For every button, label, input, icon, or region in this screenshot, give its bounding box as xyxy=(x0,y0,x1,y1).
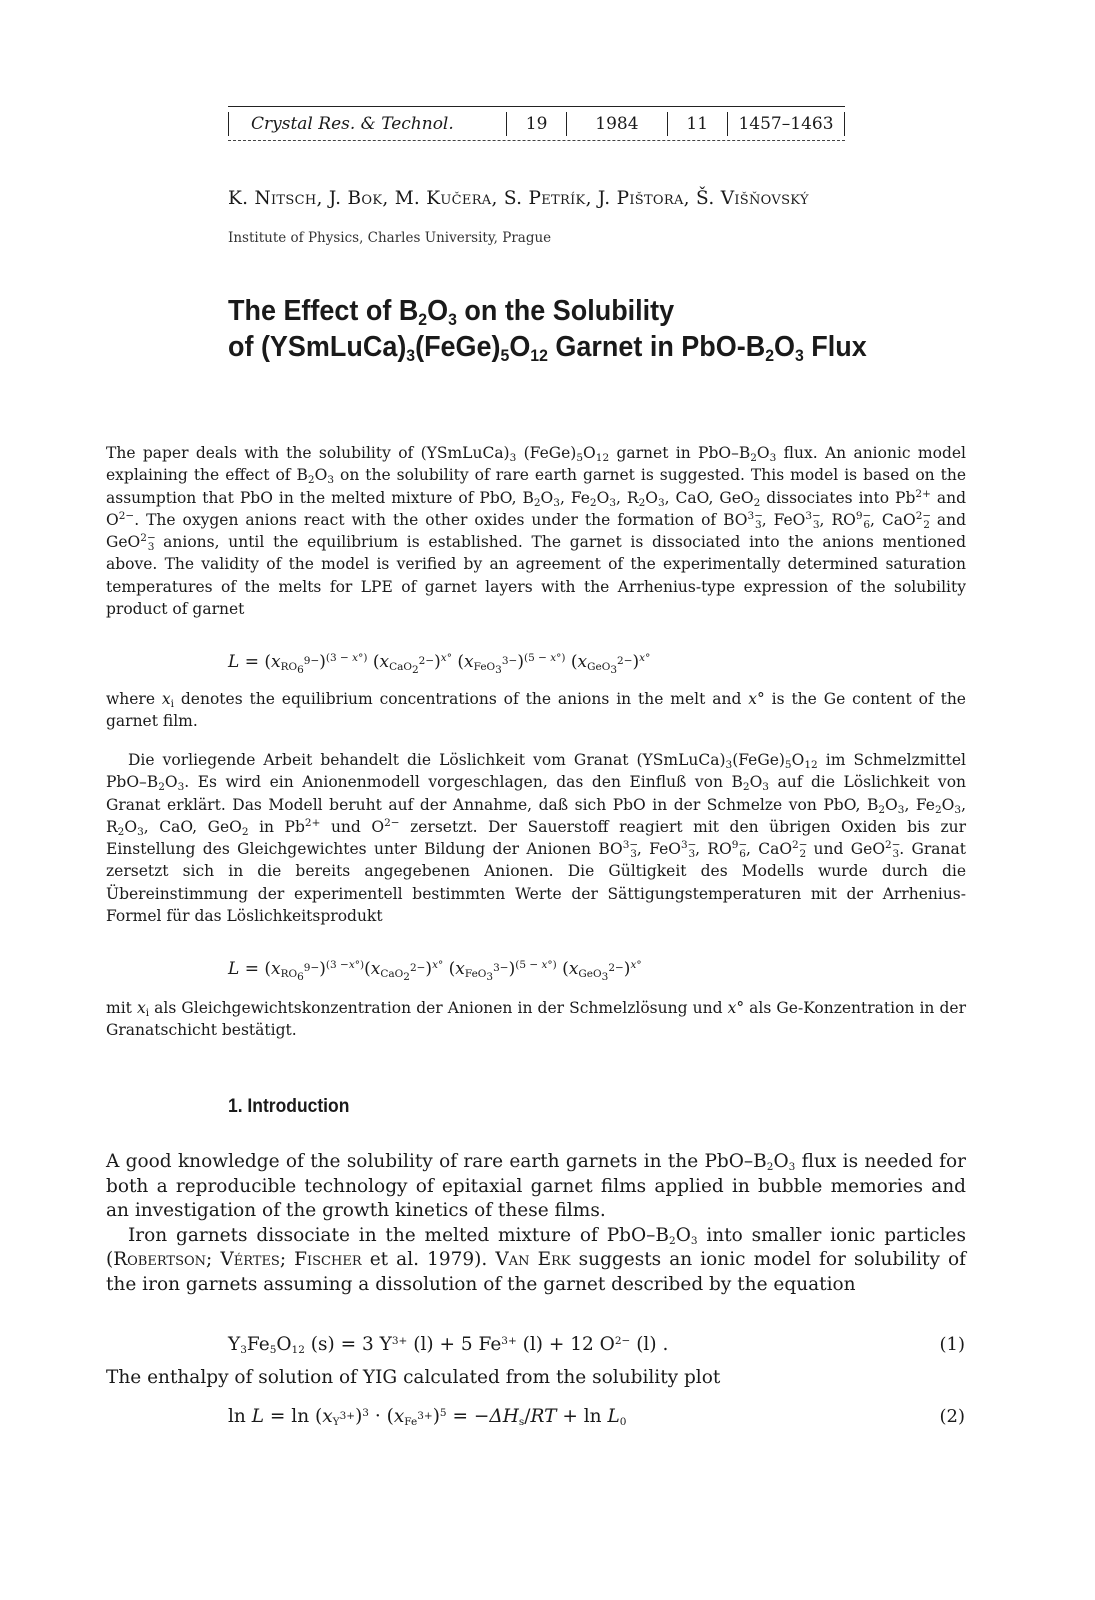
intro-paragraph-3 xyxy=(106,1366,966,1391)
abstract-german xyxy=(106,749,966,927)
abstract-english-end xyxy=(106,688,966,733)
intro-paragraph-2: Iron garnets dissociate in the melted mixture of PbO–$B_2O_3$ into smaller ionic particles (Robertson; Vértes; Fischer et al. 1979). Van Erk suggests an ionic model for solubility of the iron garnets assuming a dissolution of the garnet described by the equation xyxy=(106,1224,966,1295)
journal-pages: 1457–1463 xyxy=(727,112,845,136)
abstract-german-text: Die vorliegende Arbeit behandelt die Löslichkeit vom Granat $(YSmLuCa)_3(FeGe)_5O_{12}$ im Schmelzmittel PbO–$B_2O_3$. Es wird ein Anionenmodell vorgeschlagen, das den Einfluß von $B_2O_3$ auf die Löslichkeit von Granat erklärt. Das Modell beruht auf der Annahme, daß sich PbO in der Schmelze von PbO, $B_2O_3$, $Fe_2O_3$, $R_2O_3$, CaO, GeO$_2$ in $Pb^{2+}$ und $O^{2-}$ zersetzt. Der Sauerstoff reagiert mit den übrigen Oxiden bis zur Einstellung des Gleichgewichtes unter Bildung der Anionen $BO^{3-}_3$, FeO$^{3-}_3$, $RO^{9-}_6$, CaO$^{2-}_2$ und GeO$^{2-}_3$. Granat zersetzt sich in die bereits angegebenen Anionen. Die Gültigkeit des Modells wurde durch die Übereinstimmung der experimentell bestimmten Werte der Sättigungstemperaturen mit der Arrhenius-Formel für das Löslichkeitsprodukt xyxy=(106,751,967,926)
equation-solubility-product-en: $L = (x_{RO_6^{9-}})^{(3 - x^\circ)}$ $(x_{CaO_2^{2-}})^{x^\circ}$ $(x_{FeO_3^{3-}})^{(5 - x^\circ)}$ $(x_{GeO_3^{2-}})^{x^\circ}$ xyxy=(228,652,651,676)
abstract-german-end-text: mit $x_i$ als Gleichgewichtskonzentration der Anionen in der Schmelzlösung und x° als Ge-Konzentration in der Granatschicht bestätigt. xyxy=(106,999,967,1040)
paper-title xyxy=(228,293,867,365)
equation-1-number: (1) xyxy=(939,1334,965,1355)
intro-paragraph-1: A good knowledge of the solubility of rare earth garnets in the PbO–$B_2O_3$ flux is needed for both a reproducible technology of epitaxial garnet films applied in bubble memories and an investigation of the growth kinetics of these films. xyxy=(106,1151,966,1222)
affiliation: Institute of Physics, Charles University, Prague xyxy=(228,230,552,246)
title-line-1: The Effect of $B_2O_3$ on the Solubility xyxy=(228,295,675,329)
section-heading: 1. Introduction xyxy=(228,1096,350,1117)
title-line-2: of $(YSmLuCa)_3(FeGe)_5O_{12}$ Garnet in PbO-$B_2O_3$ Flux xyxy=(228,331,867,365)
equation-1: $Y_3Fe_5O_{12}$ (s) = 3 $Y^{3+}$ (l) + 5 $Fe^{3+}$ (l) + 12 $O^{2-}$ (l) . xyxy=(228,1334,669,1356)
journal-volume: 19 xyxy=(506,112,567,136)
introduction-body xyxy=(106,1150,966,1298)
abstract-english-end-text: where $x_i$ denotes the equilibrium concentrations of the anions in the melt and x° is the Ge content of the garnet film. xyxy=(106,690,966,731)
equation-2-number: (2) xyxy=(939,1406,965,1427)
abstract-english xyxy=(106,442,966,620)
journal-name: Crystal Res. & Technol. xyxy=(228,112,506,136)
intro-paragraph-3-text: The enthalpy of solution of YIG calculated from the solubility plot xyxy=(106,1367,721,1388)
journal-issue: 11 xyxy=(667,112,728,136)
equation-2: $\ln L = \ln (x_{Y^{3+}})^3 \cdot (x_{Fe^{3+}})^5 = -\Delta H_s/RT + \ln L_0$ xyxy=(228,1406,627,1428)
equation-solubility-product-de: $L = (x_{RO_6^{9-}})^{(3 -x^\circ)}(x_{CaO_2^{2-}})^{x^\circ}$ $(x_{FeO_3^{3-}})^{(5 - x^\circ)}$ $(x_{GeO_3^{2-}})^{x^\circ}$ xyxy=(228,959,642,983)
journal-header xyxy=(228,106,845,141)
journal-year: 1984 xyxy=(566,112,666,136)
abstract-english-text: The paper deals with the solubility of $(YSmLuCa)_3$ $(FeGe)_5O_{12}$ garnet in PbO–$B_2O_3$ flux. An anionic model explaining the effect of $B_2O_3$ on the solubility of rare earth garnet is suggested. This model is based on the assumption that PbO in the melted mixture of PbO, $B_2O_3$, $Fe_2O_3$, $R_2O_3$, CaO, GeO$_2$ dissociates into $Pb^{2+}$ and $O^{2-}$. The oxygen anions react with the other oxides under the formation of $BO^{3-}_3$, FeO$^{3-}_3$, $RO^{9-}_6$, CaO$^{2-}_2$ and GeO$^{2-}_3$ anions, until the equilibrium is established. The garnet is dissociated into the anions mentioned above. The validity of the model is verified by an agreement of the experimentally determined saturation temperatures of the melts for LPE of garnet layers with the Arrhenius-type expression of the solubility product of garnet xyxy=(106,444,966,619)
author-list: K. Nitsch, J. Bok, M. Kučera, S. Petrík, J. Pištora, Š. Višňovský xyxy=(228,188,809,209)
abstract-german-end xyxy=(106,997,966,1042)
